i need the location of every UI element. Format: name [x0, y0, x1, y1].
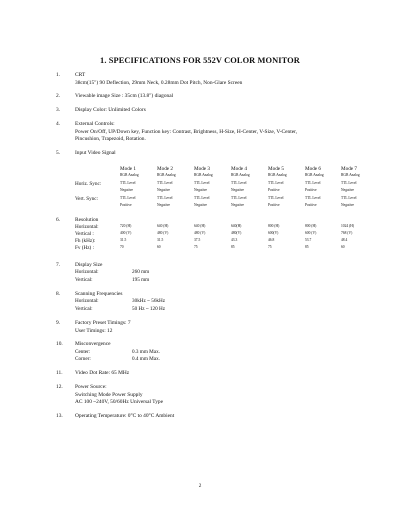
resolution-cell: 768 (V)	[341, 231, 353, 235]
section-number: 2.	[56, 93, 61, 99]
vert-sync-polarity: Negative	[157, 203, 170, 207]
misconvergence-center-value: 0.3 mm Max.	[132, 349, 160, 355]
vert-sync-polarity: Negative	[231, 203, 244, 207]
external-controls-line1: Power On/Off, UP/Down key, Function key: Contrast, Brightness, H-Size, H-Center, V-Size, V-Center,	[75, 129, 298, 135]
vert-sync-level: TTL Level	[157, 196, 173, 200]
section-number: 13.	[56, 413, 63, 419]
signal-type: RGB Analog	[231, 173, 250, 177]
resolution-cell: 640 (H)	[194, 224, 206, 228]
resolution-cell: 480 (V)	[194, 231, 206, 235]
resolution-cell: 600 (V)	[305, 231, 317, 235]
section-number: 6.	[56, 217, 61, 223]
power-source-line2: AC 100 ~240V, 50/60Hz Universal Type	[75, 399, 163, 405]
vert-sync-polarity: Positive	[305, 203, 317, 207]
resolution-cell: 60	[341, 245, 345, 249]
horiz-sync-level: TTL Level	[341, 181, 357, 185]
resolution-cell: 640(H)	[231, 224, 242, 228]
resolution-row-label: Fv (Hz) :	[75, 245, 95, 251]
misconvergence-heading: Misconvergence	[75, 341, 111, 347]
crt-heading: CRT	[75, 72, 86, 78]
mode-header: Mode 4	[231, 166, 247, 172]
horiz-sync-polarity: Negative	[157, 188, 170, 192]
resolution-row-label: Fh (kHz):	[75, 238, 96, 244]
resolution-cell: 46.8	[268, 238, 275, 242]
resolution-cell: 48.4	[341, 238, 348, 242]
horiz-sync-polarity: Negative	[341, 188, 354, 192]
input-signal-heading: Input Video Signal	[75, 150, 116, 156]
misconvergence-center-label: Center:	[75, 349, 91, 355]
horiz-sync-polarity: Positive	[305, 188, 317, 192]
resolution-row-label: Horizontal:	[75, 224, 99, 230]
resolution-row-label: Vertical :	[75, 231, 94, 237]
horiz-sync-level: TTL Level	[268, 181, 284, 185]
section-number: 12.	[56, 384, 63, 390]
display-size-h-value: 260 mm	[132, 269, 150, 275]
display-size-v-value: 195 mm	[132, 277, 150, 283]
horiz-sync-level: TTL Level	[305, 181, 321, 185]
vert-sync-level: TTL Level	[305, 196, 321, 200]
scanning-v-value: 50 Hz ~ 120 Hz	[132, 306, 166, 312]
vert-sync-level: TTL Level	[341, 196, 357, 200]
vert-sync-level: TTL Level	[268, 196, 284, 200]
power-source-line1: Switching Mode Power Supply	[75, 392, 143, 398]
resolution-cell: 75	[194, 245, 198, 249]
resolution-cell: 75	[268, 245, 272, 249]
resolution-cell: 600(V)	[268, 231, 279, 235]
resolution-cell: 480 (V)	[157, 231, 169, 235]
vert-sync-level: TTL Level	[231, 196, 247, 200]
display-size-h-label: Horizontal:	[75, 269, 99, 275]
mode-header: Mode 7	[341, 166, 357, 172]
viewable-size: Viewable image Size : 35cm (13.8") diagonal	[75, 93, 174, 99]
horiz-sync-level: TTL Level	[194, 181, 210, 185]
resolution-cell: 640 (H)	[157, 224, 169, 228]
resolution-cell: 53.7	[305, 238, 312, 242]
horiz-sync-level: TTL Level	[120, 181, 136, 185]
crt-spec: 38cm(15") 90 Deflection, 29mm Neck, 0.28mm Dot Pitch, Non-Glare Screen	[75, 80, 243, 86]
resolution-cell: 31.5	[157, 238, 164, 242]
mode-header: Mode 2	[157, 166, 173, 172]
misconvergence-corner-label: Corner:	[75, 356, 91, 362]
section-number: 11.	[56, 370, 63, 376]
resolution-cell: 1024 (H)	[341, 224, 355, 228]
display-color: Display Color: Unlimited Colors	[75, 107, 146, 113]
resolution-cell: 800 (H)	[268, 224, 280, 228]
resolution-heading: Resolution	[75, 217, 99, 223]
mode-header: Mode 3	[194, 166, 210, 172]
resolution-cell: 800 (H)	[305, 224, 317, 228]
display-size-v-label: Vertical:	[75, 277, 93, 283]
signal-type: RGB Analog	[341, 173, 360, 177]
horiz-sync-level: TTL Level	[231, 181, 247, 185]
horiz-sync-polarity: Positive	[268, 188, 280, 192]
horiz-sync-polarity: Negative	[120, 188, 133, 192]
resolution-cell: 43.3	[231, 238, 238, 242]
section-number: 4.	[56, 121, 61, 127]
power-source-heading: Power Source:	[75, 384, 107, 390]
vert-sync-polarity: Positive	[120, 203, 132, 207]
resolution-cell: 400 (V)	[120, 231, 132, 235]
preset-timings: Factory Preset Timings: 7	[75, 320, 131, 326]
section-number: 9.	[56, 320, 61, 326]
signal-type: RGB Analog	[157, 173, 176, 177]
horiz-sync-polarity: Negative	[231, 188, 244, 192]
resolution-cell: 70	[120, 245, 124, 249]
section-number: 10.	[56, 341, 63, 347]
operating-temperature: Operating Temperature: 0°C to 40°C Ambient	[75, 413, 175, 419]
resolution-cell: 85	[305, 245, 309, 249]
resolution-cell: 480(V)	[231, 231, 242, 235]
horiz-sync-polarity: Negative	[194, 188, 207, 192]
resolution-cell: 31.5	[120, 238, 127, 242]
section-number: 8.	[56, 291, 61, 297]
misconvergence-corner-value: 0.4 mm Max.	[132, 356, 160, 362]
section-number: 7.	[56, 262, 61, 268]
section-number: 5.	[56, 150, 61, 156]
vert-sync-polarity: Negative	[341, 203, 354, 207]
signal-type: RGB Analog	[120, 173, 139, 177]
mode-header: Mode 5	[268, 166, 284, 172]
horiz-sync-label: Horiz. Sync:	[75, 181, 102, 187]
user-timings: User Timings: 12	[75, 328, 113, 334]
vert-sync-polarity: Positive	[268, 203, 280, 207]
vert-sync-label: Vert. Sync:	[75, 196, 99, 202]
resolution-cell: 60	[157, 245, 161, 249]
section-number: 1.	[56, 72, 61, 78]
resolution-cell: 720 (H)	[120, 224, 132, 228]
page-number: 2	[198, 483, 202, 489]
external-controls-heading: External Controls:	[75, 121, 115, 127]
resolution-cell: 85	[231, 245, 235, 249]
scanning-heading: Scanning Frequencies	[75, 291, 123, 297]
external-controls-line2: Pincushion, Trapezoid, Rotation.	[75, 136, 146, 142]
section-number: 3.	[56, 107, 61, 113]
page-title: 1. SPECIFICATIONS FOR 552V COLOR MONITOR	[100, 56, 300, 65]
vert-sync-polarity: Negative	[194, 203, 207, 207]
signal-type: RGB Analog	[305, 173, 324, 177]
horiz-sync-level: TTL Level	[157, 181, 173, 185]
scanning-h-label: Horizontal:	[75, 298, 99, 304]
mode-header: Mode 6	[305, 166, 321, 172]
scanning-v-label: Vertical:	[75, 306, 93, 312]
scanning-h-value: 30kHz ~ 56kHz	[132, 298, 166, 304]
video-dot-rate: Video Dot Rate: 65 MHz	[75, 370, 130, 376]
signal-type: RGB Analog	[268, 173, 287, 177]
resolution-cell: 37.5	[194, 238, 201, 242]
vert-sync-level: TTL Level	[120, 196, 136, 200]
signal-type: RGB Analog	[194, 173, 213, 177]
display-size-heading: Display Size	[75, 262, 103, 268]
mode-header: Mode 1	[120, 166, 136, 172]
vert-sync-level: TTL Level	[194, 196, 210, 200]
